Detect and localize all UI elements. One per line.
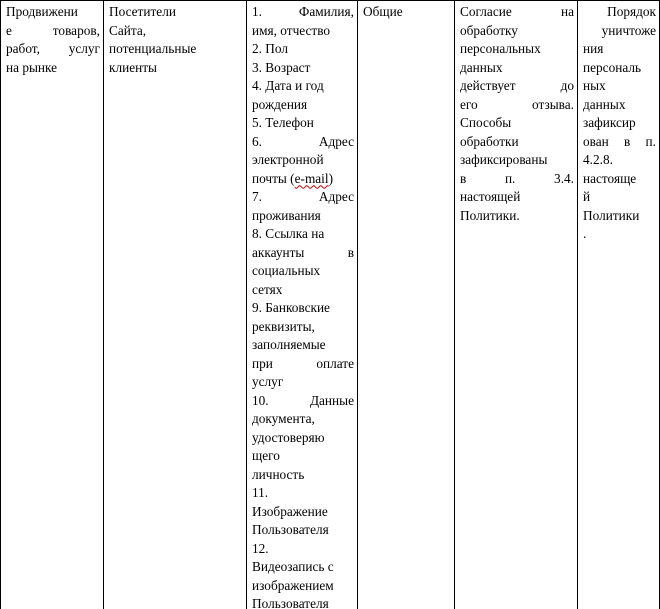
text-line bbox=[583, 133, 656, 152]
text-fragment: Адрес bbox=[318, 189, 354, 204]
text-line bbox=[460, 170, 574, 189]
text-line: данных bbox=[460, 59, 503, 75]
text-line: Посетители bbox=[109, 4, 176, 19]
text-line: Сайта, bbox=[109, 22, 147, 38]
text-line: щего bbox=[252, 448, 280, 463]
text-line: электронной bbox=[252, 152, 324, 167]
text-fragment: 7. bbox=[252, 189, 262, 204]
text-line: заполняемые bbox=[252, 337, 326, 352]
text-line: . bbox=[583, 226, 587, 241]
text-line: 11. bbox=[252, 485, 269, 500]
text-line: Пользователя bbox=[252, 522, 329, 537]
text-line: Общие bbox=[363, 4, 403, 19]
text-line bbox=[252, 170, 354, 189]
text-line: данных bbox=[583, 96, 626, 112]
text-fragment: отзыва. bbox=[532, 96, 574, 112]
text-line: клиенты bbox=[109, 59, 157, 75]
text-fragment: 6. bbox=[252, 133, 262, 149]
text-fragment: на bbox=[560, 4, 574, 19]
text-line: личность bbox=[252, 466, 305, 482]
text-line: Изображение bbox=[252, 503, 328, 519]
text-line: Политики. bbox=[460, 207, 520, 223]
text-line: 9. Банковские bbox=[252, 300, 330, 315]
text-fragment: аккаунты bbox=[252, 244, 305, 260]
text-fragment: почты ( bbox=[252, 170, 295, 186]
text-line: работ, услуг bbox=[6, 41, 100, 56]
text-line: зафиксир bbox=[583, 115, 636, 130]
text-line: персональ bbox=[583, 59, 642, 75]
text-line: проживания bbox=[252, 207, 321, 223]
text-fragment: 1. bbox=[252, 4, 262, 19]
cell-purpose bbox=[1, 0, 103, 609]
text-fragment: в bbox=[624, 133, 631, 149]
text-line: Способы bbox=[460, 115, 512, 130]
text-line: 4. Дата и год bbox=[252, 78, 324, 93]
text-line bbox=[252, 392, 354, 411]
text-fragment: п. bbox=[645, 133, 656, 149]
text-line: Порядок bbox=[607, 4, 656, 19]
text-line: имя, отчество bbox=[252, 22, 331, 38]
text-line: 12. bbox=[252, 540, 269, 556]
text-line: й bbox=[583, 189, 591, 204]
text-line: настояще bbox=[583, 170, 637, 186]
text-fragment: Адрес bbox=[318, 133, 354, 149]
text-line: обработку bbox=[460, 22, 518, 38]
text-line: документа, bbox=[252, 411, 315, 426]
text-fragment: оплате bbox=[316, 355, 354, 371]
text-line bbox=[252, 3, 354, 22]
text-fragment: действует bbox=[460, 78, 516, 93]
text-line: на рынке bbox=[6, 59, 58, 75]
text-line: зафиксированы bbox=[460, 152, 548, 167]
text-line: услуг bbox=[252, 374, 284, 389]
text-line bbox=[460, 3, 574, 22]
text-line: уничтоже bbox=[601, 22, 656, 38]
text-line: персональных bbox=[460, 41, 541, 56]
text-fragment: 3.4. bbox=[554, 170, 574, 186]
text-line: настоящей bbox=[460, 189, 521, 204]
text-line bbox=[252, 355, 354, 374]
cell-processing-terms bbox=[455, 0, 577, 609]
text-line: Видеозапись с bbox=[252, 559, 334, 574]
text-line bbox=[252, 133, 354, 152]
text-line: 5. Телефон bbox=[252, 115, 314, 130]
text-line: 4.2.8. bbox=[583, 152, 613, 167]
text-fragment: ован bbox=[583, 133, 609, 149]
text-fragment: при bbox=[252, 355, 273, 371]
text-line bbox=[460, 77, 574, 96]
text-fragment: в bbox=[460, 170, 467, 186]
cell-subjects bbox=[104, 0, 246, 609]
text-line: реквизиты, bbox=[252, 318, 315, 334]
text-fragment: Фамилия, bbox=[298, 4, 354, 19]
text-fragment: его bbox=[460, 96, 478, 112]
text-line: потенциальные bbox=[109, 41, 197, 56]
text-line: рождения bbox=[252, 96, 308, 112]
text-fragment: ) bbox=[328, 170, 334, 186]
text-line: Пользователя bbox=[252, 596, 329, 609]
text-line: изображением bbox=[252, 577, 334, 593]
text-line bbox=[252, 244, 354, 263]
text-fragment: п. bbox=[504, 170, 516, 186]
text-line: Политики bbox=[583, 207, 640, 223]
text-line: социальных bbox=[252, 263, 321, 278]
text-line: е товаров, bbox=[6, 22, 100, 38]
text-fragment: Данные bbox=[309, 392, 354, 408]
cell-destruction-procedure bbox=[578, 0, 659, 609]
text-fragment: 10. bbox=[252, 392, 269, 408]
text-line bbox=[252, 188, 354, 207]
text-line: Продвижени bbox=[6, 4, 78, 19]
text-line: 3. Возраст bbox=[252, 59, 311, 75]
text-line: 8. Ссылка на bbox=[252, 226, 325, 241]
spellcheck-marked-word: e-mail bbox=[294, 170, 329, 186]
cell-data-category bbox=[358, 0, 454, 609]
text-line: ных bbox=[583, 78, 606, 93]
text-line: 2. Пол bbox=[252, 41, 289, 56]
text-line: сетях bbox=[252, 281, 283, 297]
cell-data-categories bbox=[247, 0, 357, 609]
text-line: удостоверяю bbox=[252, 429, 325, 445]
text-line: обработки bbox=[460, 133, 519, 149]
text-line bbox=[460, 96, 574, 115]
text-line: ния bbox=[583, 41, 604, 56]
text-fragment: в bbox=[347, 244, 354, 260]
text-fragment: до bbox=[560, 78, 574, 93]
text-fragment: Согласие bbox=[460, 4, 512, 19]
